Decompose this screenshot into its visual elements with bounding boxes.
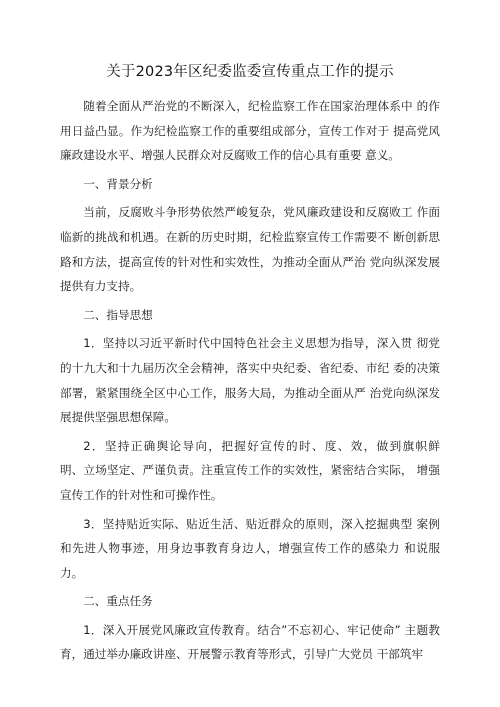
document-title: 关于2023年区纪委监委宣传重点工作的提示 [106, 64, 394, 80]
intro-paragraph: 随着全面从严治党的不断深入，纪检监察工作在国家治理体系中 的作用日益凸显。作为纪检监察工作的重要组成部分，宣传工作对于 提高党风廉政建设水平、增强人民群众对反腐败工作的信心具有重要 意义。 [60, 99, 440, 163]
section-heading-key-tasks: 二、重点任务 [83, 594, 153, 609]
guiding-item-2: 2．坚持正确舆论导向，把握好宣传的时、度、效，做到旗帜鲜 明、立场坚定、严谨负责。注重宣传工作的实效性，紧密结合实际， 增强宣传工作的针对性和可操作性。 [60, 438, 456, 502]
background-paragraph: 当前，反腐败斗争形势依然严峻复杂，党风廉政建设和反腐败工 作面临新的挑战和机遇。在新的历史时期，纪检监察宣传工作需要不 断创新思路和方法，提高宣传的针对性和实效性，为推动全面从严治 党向纵深发展提供有力支持。 [60, 205, 440, 294]
section-heading-guiding-ideology: 二、指导思想 [83, 307, 153, 322]
guiding-item-1: 1．坚持以习近平新时代中国特色社会主义思想为指导，深入贯 彻党的十九大和十九届历次全会精神，落实中央纪委、省纪委、市纪 委的决策部署，紧紧围绕全区中心工作，服务大局，为推动全面从严 治党向纵深发展提供坚强思想保障。 [60, 336, 440, 425]
guiding-item-3: 3．坚持贴近实际、贴近生活、贴近群众的原则，深入挖掘典型 案例和先进人物事迹，用身边事教育身边人，增强宣传工作的感染力 和说服力。 [60, 516, 440, 580]
section-heading-background: 一、背景分析 [83, 176, 153, 191]
key-task-item-1: 1．深入开展党风廉政宣传教育。结合”不忘初心、牢记使命” 主题教育，通过举办廉政讲座、开展警示教育等形式，引导广大党员 干部筑牢 [60, 622, 440, 662]
